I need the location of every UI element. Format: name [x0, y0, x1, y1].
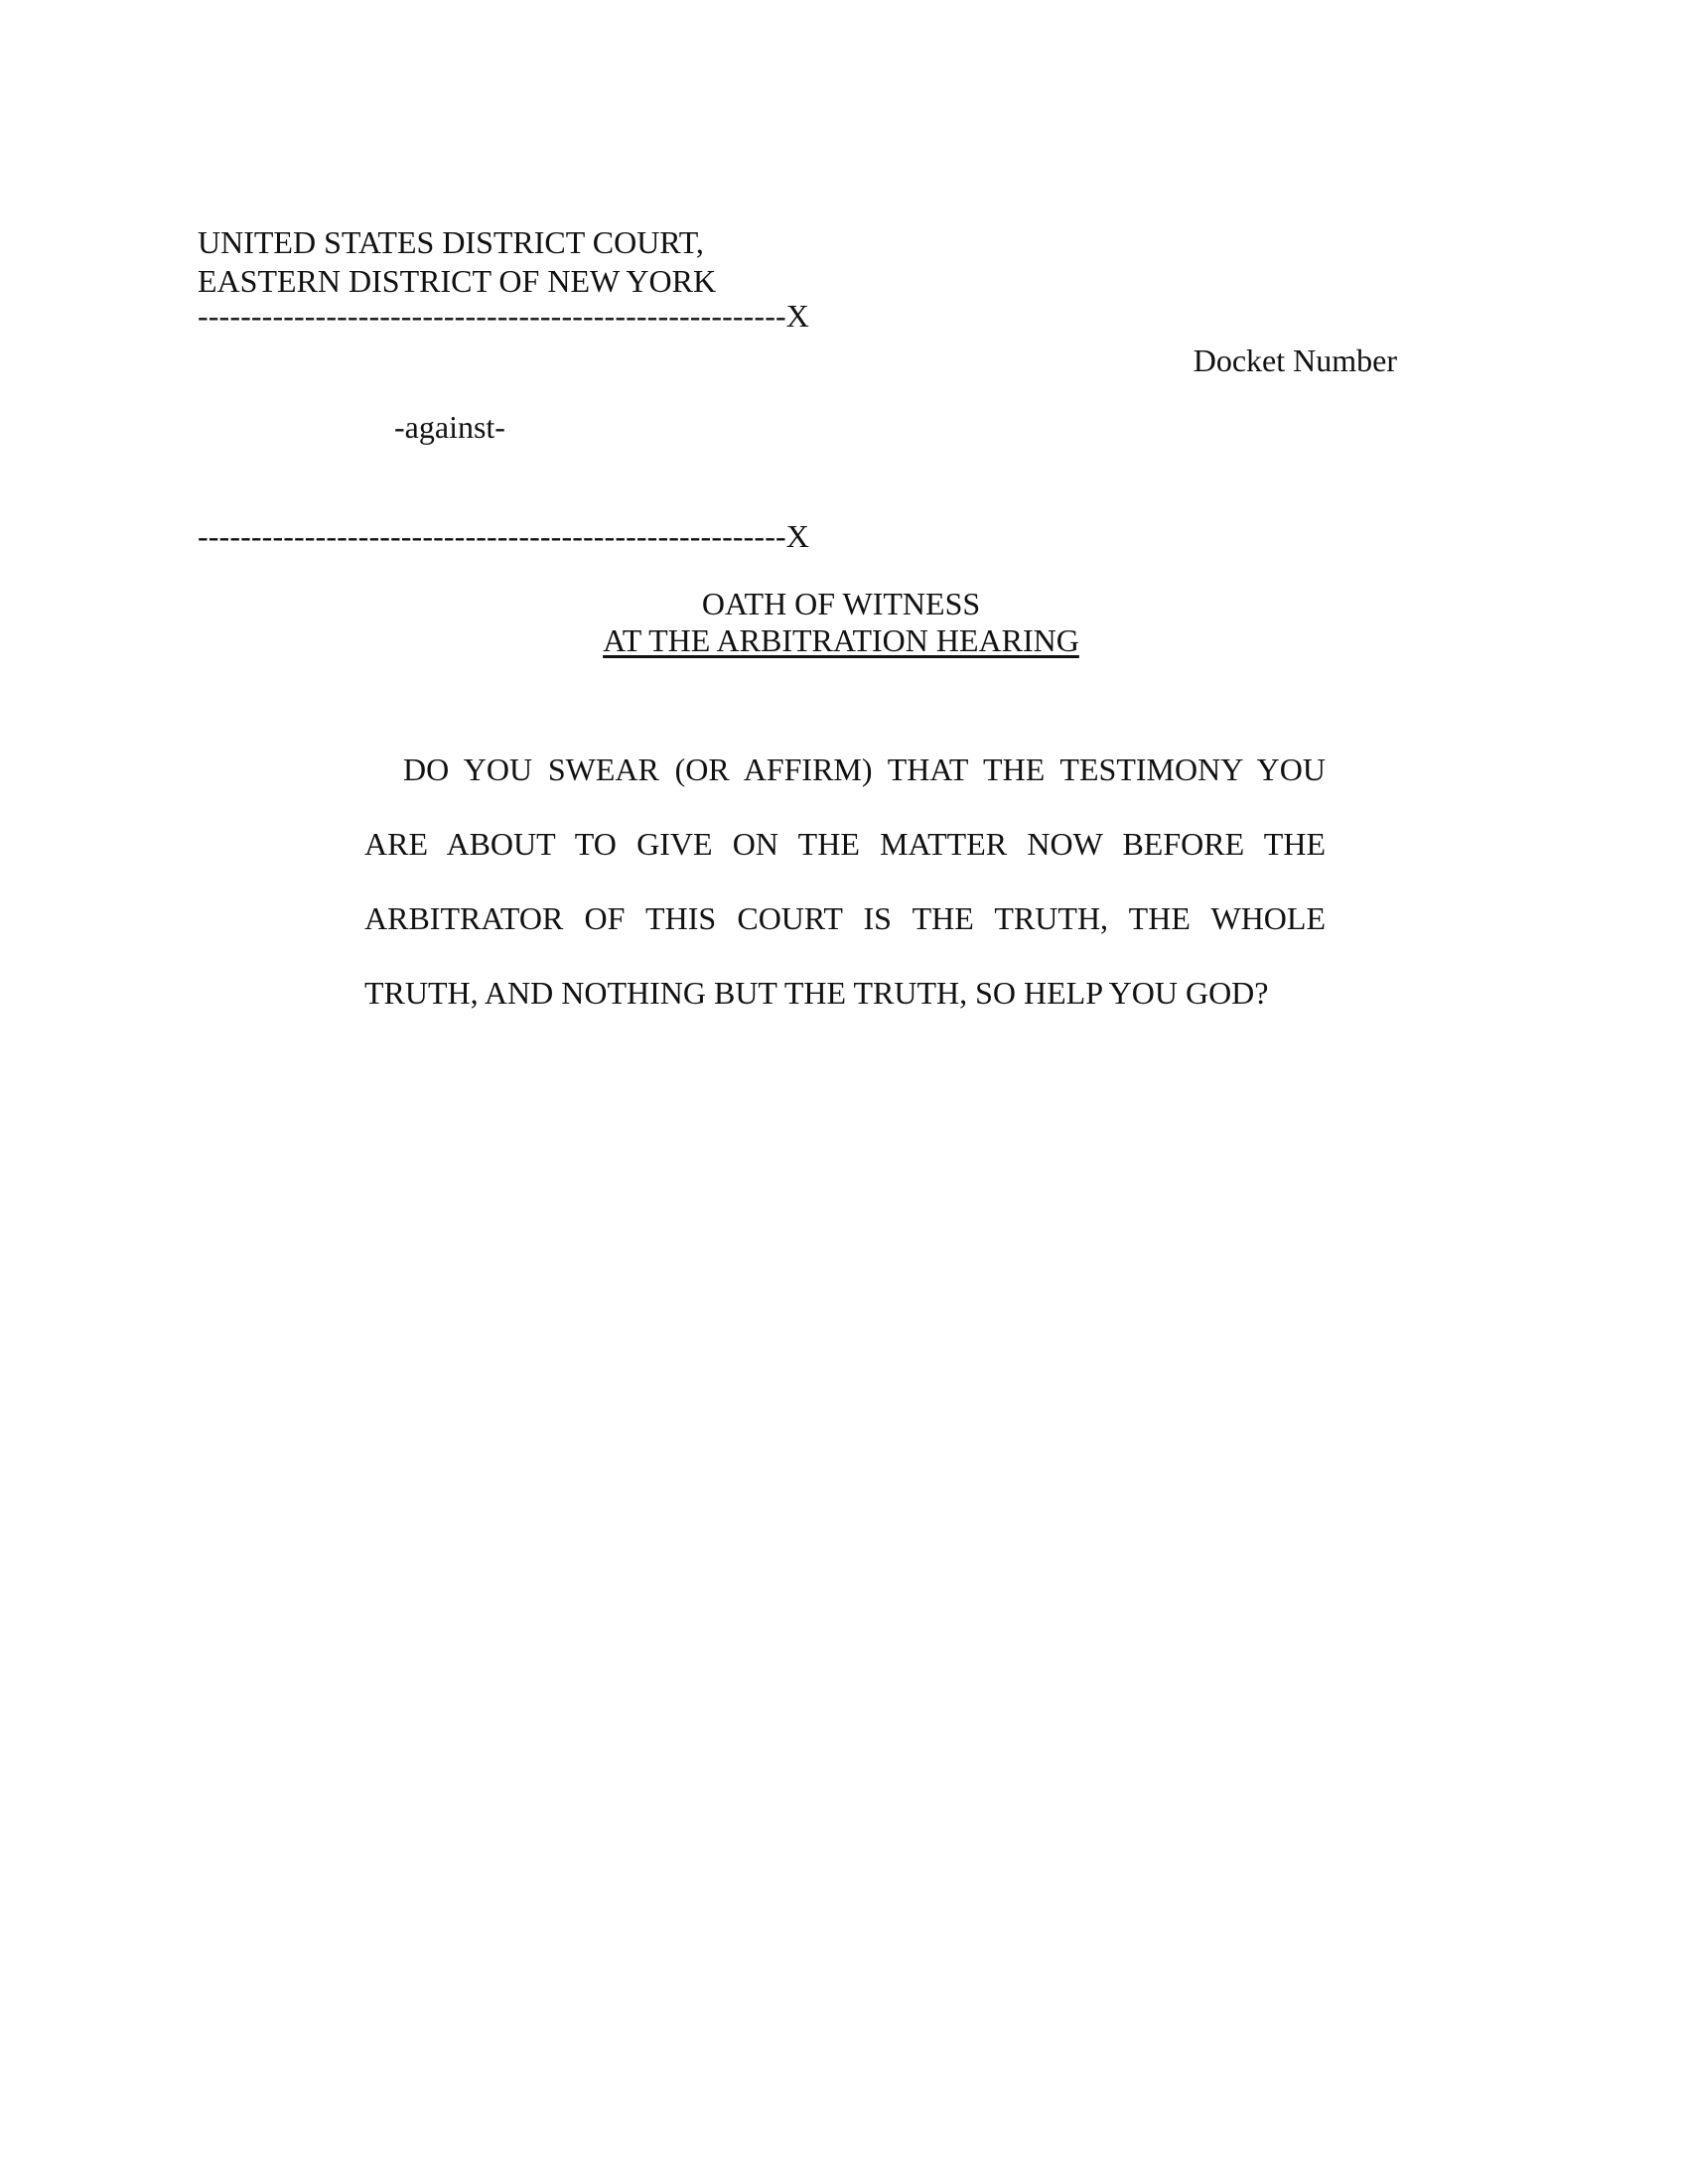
court-caption: [198, 223, 716, 301]
court-district: EASTERN DISTRICT OF NEW YORK: [198, 263, 717, 299]
court-name: UNITED STATES DISTRICT COURT,: [198, 224, 704, 260]
docket-number-label: Docket Number: [1193, 342, 1397, 378]
oath-text: DO YOU SWEAR (OR AFFIRM) THAT THE TESTIMONY YOU ARE ABOUT TO GIVE ON THE MATTER NOW BEFORE THE ARBITRATOR OF THIS COURT IS THE TRUTH, THE WHOLE TRUTH, AND NOTHING BUT THE TRUTH, SO HELP YOU GOD?: [364, 751, 1326, 1011]
caption-separator-top: -------------------------------------------------------X: [198, 298, 809, 334]
oath-paragraph: [364, 733, 1326, 1030]
against-label: -against-: [394, 409, 505, 445]
caption-separator-bottom: -------------------------------------------------------X: [198, 518, 809, 554]
document-subtitle: AT THE ARBITRATION HEARING: [603, 622, 1079, 658]
document-title: OATH OF WITNESS: [701, 586, 981, 621]
